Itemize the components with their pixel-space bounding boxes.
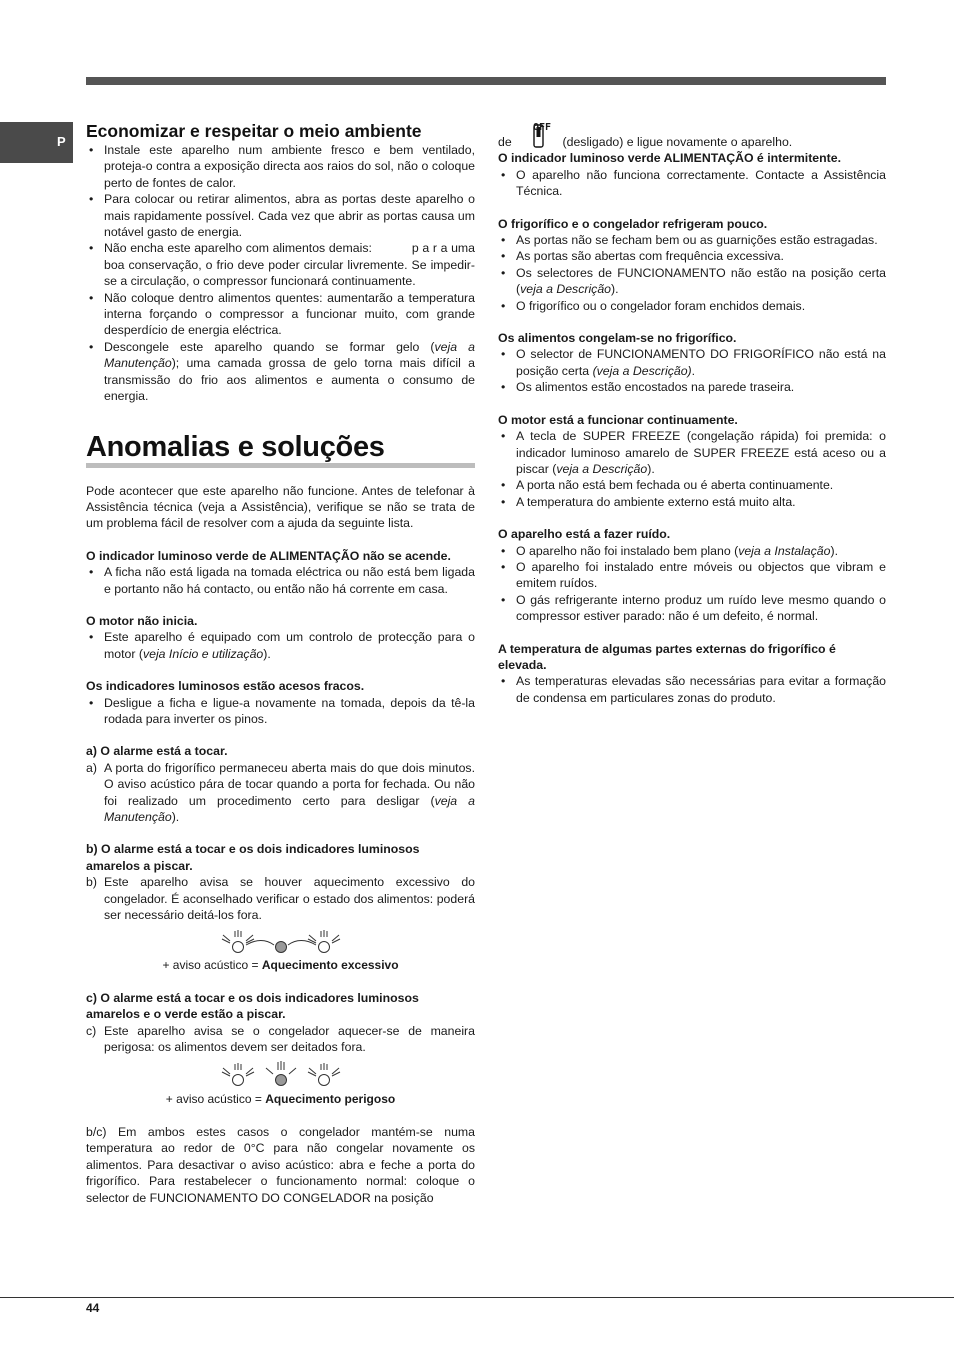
item-label: b) <box>86 875 97 890</box>
reference-link: veja a Manutenção <box>104 793 475 824</box>
section-title-economizar: Economizar e respeitar o meio ambiente <box>86 121 422 141</box>
text-run: Este aparelho é equipado com um controlo de protecção para o motor ( <box>104 630 475 661</box>
text-run: A tecla de SUPER FREEZE (congelação rápida) foi premida: o indicador luminoso amarelo de SUPER FREEZE está aceso ou a piscar ( <box>516 429 886 476</box>
text-run: de <box>498 135 512 149</box>
intro-paragraph: Pode acontecer que este aparelho não funcione. Antes de telefonar à Assistência técnica (veja a Assistência), verifique se não se trata de um problema fácil de resolver com a ajuda da seguinte lista. <box>86 483 475 531</box>
list-item: • A porta não está bem fechada ou é aberta continuamente. <box>498 477 886 493</box>
problem-heading: b) O alarme está a tocar e os dois indicadores luminosos amarelos a piscar. <box>86 842 420 873</box>
indicator-lights-illustration <box>86 1059 475 1089</box>
list-item: • Não coloque dentro alimentos quentes: aumentarão a temperatura interna forçando o compressor a funcionar muito, com grande desperdício de energia eléctrica. <box>86 290 475 339</box>
text-run: O aparelho não foi instalado bem plano ( <box>516 543 739 558</box>
economizar-list <box>86 142 479 405</box>
text-run: Este aparelho avisa se o congelador aquecer-se de maneira perigosa: os alimentos devem ser deitados fora. <box>104 1023 475 1055</box>
page-title: Anomalias e soluções <box>86 431 475 468</box>
list-item: • Não encha este aparelho com alimentos demais: p a r a uma boa conservação, o frio deve poder circular livremente. Se impedir-se a circulação, o compressor funcionará continuamente. <box>86 240 475 289</box>
list-item: • Desligue a ficha e ligue-a novamente na tomada, depois da tê-la rodada para inverter os pinos. <box>86 695 475 728</box>
page-number: 44 <box>86 1301 100 1315</box>
reference-link: veja a Descrição <box>556 461 648 476</box>
text-run: ). <box>171 810 180 824</box>
list-item <box>86 339 475 405</box>
reference-link: veja Início e utilização <box>142 646 264 661</box>
text-run: ). <box>830 543 838 558</box>
text-run: + aviso acústico = <box>162 958 262 973</box>
problem-heading: Os alimentos congelam-se no frigorífico. <box>498 331 737 346</box>
problem-heading: O motor está a funcionar continuamente. <box>498 412 738 427</box>
text-run: Os selectores de FUNCIONAMENTO não estão na posição certa ( <box>516 265 886 297</box>
reference-link: (veja a Descrição) <box>592 363 692 378</box>
illustration-caption <box>86 1091 475 1107</box>
list-item <box>86 874 475 923</box>
list-item: • A temperatura do ambiente externo está muito alta. <box>498 494 886 510</box>
list-item: • O gás refrigerante interno produz um ruído leve mesmo quando o compressor estiver parado: não é um defeito, é normal. <box>498 592 886 625</box>
all-indicators-blinking-icon <box>216 1059 346 1089</box>
problem-heading: O indicador luminoso verde ALIMENTAÇÃO é intermitente. <box>498 151 841 166</box>
problem-heading: O motor não inicia. <box>86 613 198 628</box>
list-item: • Para colocar ou retirar alimentos, abra as portas deste aparelho o mais rapidamente possível. Cada vez que abrir as portas causa um notável gasto de energia. <box>86 191 475 240</box>
bc-paragraph: b/c) Em ambos estes casos o congelador mantém-se numa temperatura ao redor de 0°C para não congelar novamente os alimentos. Para desactivar o aviso acústico: abra e feche a porta do frigorífico. Para restabelecer o funcionamento normal: coloque o selector de FUNCIONAMENTO DO CONGELADOR na posição <box>86 1124 475 1205</box>
item-label: a) <box>86 760 97 775</box>
list-item <box>498 346 886 379</box>
list-item <box>498 543 886 559</box>
left-column <box>86 120 479 1206</box>
text-run: Descongele este aparelho quando se formar gelo ( <box>104 339 435 354</box>
bottom-rule <box>0 1297 954 1298</box>
problem-heading: c) O alarme está a tocar e os dois indicadores luminosos amarelos e o verde estão a piscar. <box>86 990 419 1022</box>
caption-bold: Aquecimento perigoso <box>265 1092 396 1107</box>
list-item: • A ficha não está ligada na tomada eléctrica ou não está bem ligada e portanto não há contacto, ou então não há corrente em casa. <box>86 564 475 597</box>
list-item <box>86 760 475 826</box>
text-run: . <box>691 363 696 378</box>
problem-heading: O aparelho está a fazer ruído. <box>498 527 671 542</box>
off-paragraph <box>498 122 886 150</box>
list-item <box>86 1023 475 1056</box>
problem-heading: O frigorífico e o congelador refrigeram pouco. <box>498 216 768 231</box>
list-item: • O aparelho não funciona correctamente. Contacte a Assistência Técnica. <box>498 167 886 200</box>
reference-link: veja a Instalação <box>738 543 831 558</box>
problem-heading: Os indicadores luminosos estão acesos fracos. <box>86 679 365 694</box>
text-run: (desligado) e ligue novamente o aparelho. <box>562 135 793 149</box>
list-item: • Os alimentos estão encostados na parede traseira. <box>498 379 886 395</box>
reference-link: veja a Manutenção <box>104 339 475 371</box>
text-run: + aviso acústico = <box>165 1092 266 1107</box>
text-run: ); uma camada grossa de gelo torna mais difícil a transmissão do frio aos alimentos e aumenta o consumo de energia. <box>104 356 475 404</box>
list-item: • As portas não se fecham bem ou as guarnições estão estragadas. <box>498 232 886 248</box>
off-label: OFF <box>533 122 552 133</box>
text-run: ). <box>263 646 271 661</box>
indicator-lights-illustration <box>86 927 475 955</box>
problem-heading: A temperatura de algumas partes externas do frigorífico é elevada. <box>498 641 836 672</box>
text-run: O selector de FUNCIONAMENTO DO FRIGORÍFICO não está na posição certa <box>516 347 886 378</box>
list-item <box>86 629 475 662</box>
reference-link: veja a Descrição <box>520 282 612 297</box>
top-rule <box>86 77 886 85</box>
language-tab <box>0 122 73 163</box>
list-item: • As portas são abertas com frequência excessiva. <box>498 248 886 264</box>
list-item: • O frigorífico ou o congelador foram enchidos demais. <box>498 298 886 314</box>
list-item: • As temperaturas elevadas são necessárias para evitar a formação de condensa em particulares zonas do produto. <box>498 673 886 706</box>
text-run: ). <box>647 461 655 476</box>
list-item <box>498 265 886 298</box>
text-run: ). <box>611 282 619 297</box>
language-tab-label: P <box>57 134 66 149</box>
two-yellow-blinking-icon <box>216 927 346 955</box>
problem-heading: a) O alarme está a tocar. <box>86 744 228 759</box>
text-run: Este aparelho avisa se houver aquecimento excessivo do congelador. É aconselhado verificar o estado dos alimentos: poderá ser necessário deitá-los fora. <box>104 875 475 923</box>
illustration-caption <box>86 957 475 973</box>
problem-heading: O indicador luminoso verde de ALIMENTAÇÃO não se acende. <box>86 548 451 563</box>
right-column <box>498 120 886 706</box>
text-run: A porta do frigorífico permaneceu aberta mais do que dois minutos. O aviso acústico pára de tocar quando a porta for fechada. Ou não foi realizado um procedimento certo para desligar ( <box>104 760 475 808</box>
list-item: • O aparelho foi instalado entre móveis ou objectos que vibram e emitem ruídos. <box>498 559 886 592</box>
list-item <box>498 428 886 477</box>
item-label: c) <box>86 1023 97 1038</box>
caption-bold: Aquecimento excessivo <box>261 958 399 973</box>
list-item: • Instale este aparelho num ambiente fresco e bem ventilado, proteja-o contra a exposição directa aos raios do sol, não o coloque perto de fontes de calor. <box>86 142 475 191</box>
